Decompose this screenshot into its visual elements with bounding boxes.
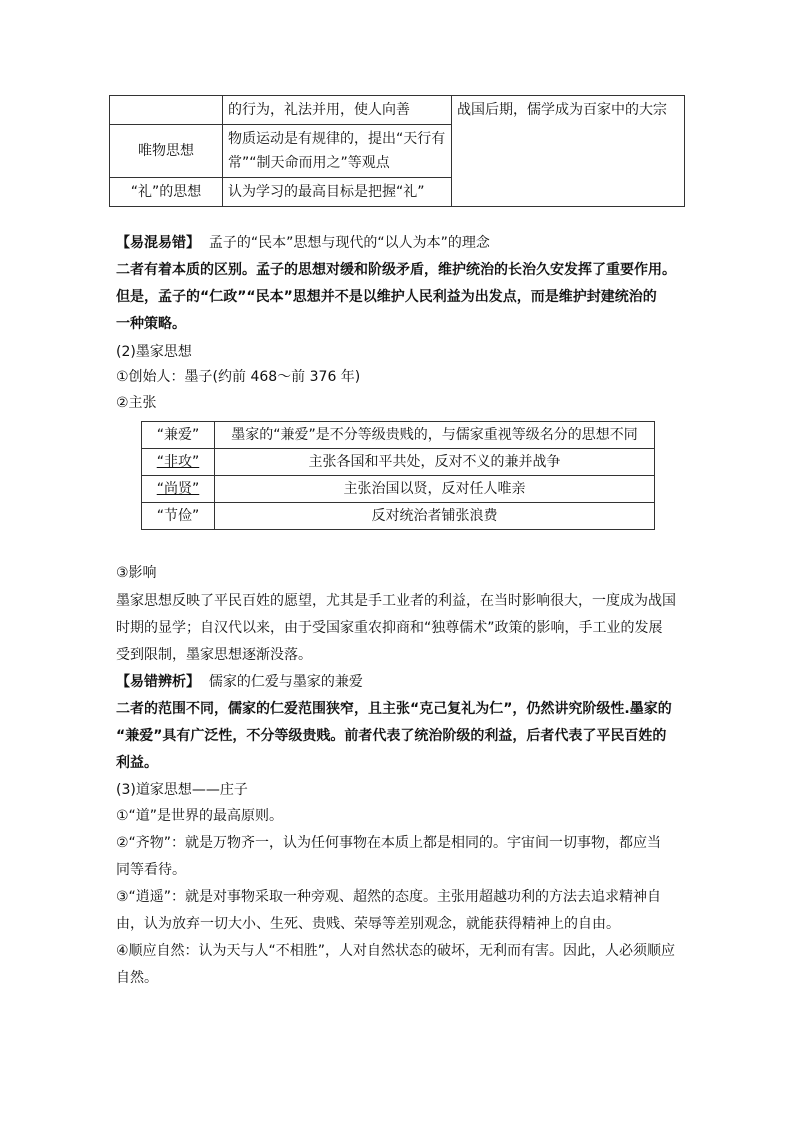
text-line: ③“逍遥”：就是对事物采取一种旁观、超然的态度。主张用超越功利的方法去追求精神自: [116, 889, 662, 905]
note-heading: [116, 672, 682, 692]
table-cell: “兼爱”: [142, 422, 215, 449]
confucian-table: [109, 95, 685, 207]
table-row: [142, 476, 655, 503]
text-line: 但是，孟子的“仁政”“民本”思想并不是以维护人民利益为出发点，而是维护封建统治的: [116, 289, 657, 305]
table-row: [110, 96, 685, 125]
table-cell: “非攻”: [142, 449, 215, 476]
text-line: 由，认为放弃一切大小、生死、贵贱、荣辱等差别观念，就能获得精神上的自由。: [116, 916, 620, 932]
table-row: [142, 422, 655, 449]
text-line: ②“齐物”：就是万物齐一，认为任何事物在本质上都是相同的。宇宙间一切事物，都应当: [116, 835, 662, 851]
text-line: 时期的显学；自汉代以来，由于受国家重农抑商和“独尊儒术”政策的影响，手工业的发展: [116, 620, 663, 636]
table-cell: [110, 96, 223, 125]
text-line: “兼爱”具有广泛性，不分等级贵贱。前者代表了统治阶级的利益，后者代表了平民百姓的: [116, 728, 667, 744]
table-cell: 物质运动是有规律的，提出“天行有常”“制天命而用之”等观点: [223, 125, 452, 178]
mohism-table: [141, 421, 655, 530]
note-heading: [116, 233, 682, 253]
section-heading: (2)墨家思想: [116, 344, 192, 360]
note-title: 孟子的“民本”思想与现代的“以人为本”的理念: [208, 235, 490, 251]
section-heading: ③影响: [116, 565, 157, 581]
table-cell: “尚贤”: [142, 476, 215, 503]
text-line: 自然。: [116, 970, 158, 986]
text-line: ④顺应自然：认为天与人“不相胜”，人对自然状态的破坏，无利而有害。因此，人必须顺应: [116, 943, 676, 959]
table-cell: 的行为，礼法并用，使人向善: [223, 96, 452, 125]
text-line: 二者的范围不同，儒家的仁爱范围狭窄，且主张“克己复礼为仁”，仍然讲究阶级性.墨家的: [116, 701, 672, 717]
table-cell: 主张治国以贤，反对任人唯亲: [215, 476, 655, 503]
table-cell: “节俭”: [142, 503, 215, 530]
text-line: ①创始人：墨子(约前 468～前 376 年): [116, 369, 361, 385]
table-cell: “礼”的思想: [110, 178, 223, 207]
text-line: ②主张: [116, 395, 157, 411]
table-cell: 反对统治者铺张浪费: [215, 503, 655, 530]
section-heading: (3)道家思想——庄子: [116, 782, 248, 798]
table-row: [142, 503, 655, 530]
table-cell: 认为学习的最高目标是把握“礼”: [223, 178, 452, 207]
text-line: 一种策略。: [116, 316, 186, 332]
text-line: ①“道”是世界的最高原则。: [116, 808, 284, 824]
table-cell: 唯物思想: [110, 125, 223, 178]
text-line: 受到限制，墨家思想逐渐没落。: [116, 647, 312, 663]
table-cell: 墨家的“兼爱”是不分等级贵贱的，与儒家重视等级名分的思想不同: [215, 422, 655, 449]
note-title: 儒家的仁爱与墨家的兼爱: [208, 674, 363, 690]
text-line: 同等看待。: [116, 862, 186, 878]
text-line: 二者有着本质的区别。孟子的思想对缓和阶级矛盾，维护统治的长治久安发挥了重要作用。: [116, 262, 676, 278]
text-line: 利益。: [116, 755, 158, 771]
note-tag: 【易混易错】: [116, 235, 200, 251]
text-line: 墨家思想反映了平民百姓的愿望，尤其是手工业者的利益，在当时影响很大，一度成为战国: [116, 593, 676, 609]
table-cell: 战国后期，儒学成为百家中的大宗: [452, 96, 685, 207]
table-cell: 主张各国和平共处，反对不义的兼并战争: [215, 449, 655, 476]
note-tag: 【易错辨析】: [116, 674, 200, 690]
table-row: [142, 449, 655, 476]
